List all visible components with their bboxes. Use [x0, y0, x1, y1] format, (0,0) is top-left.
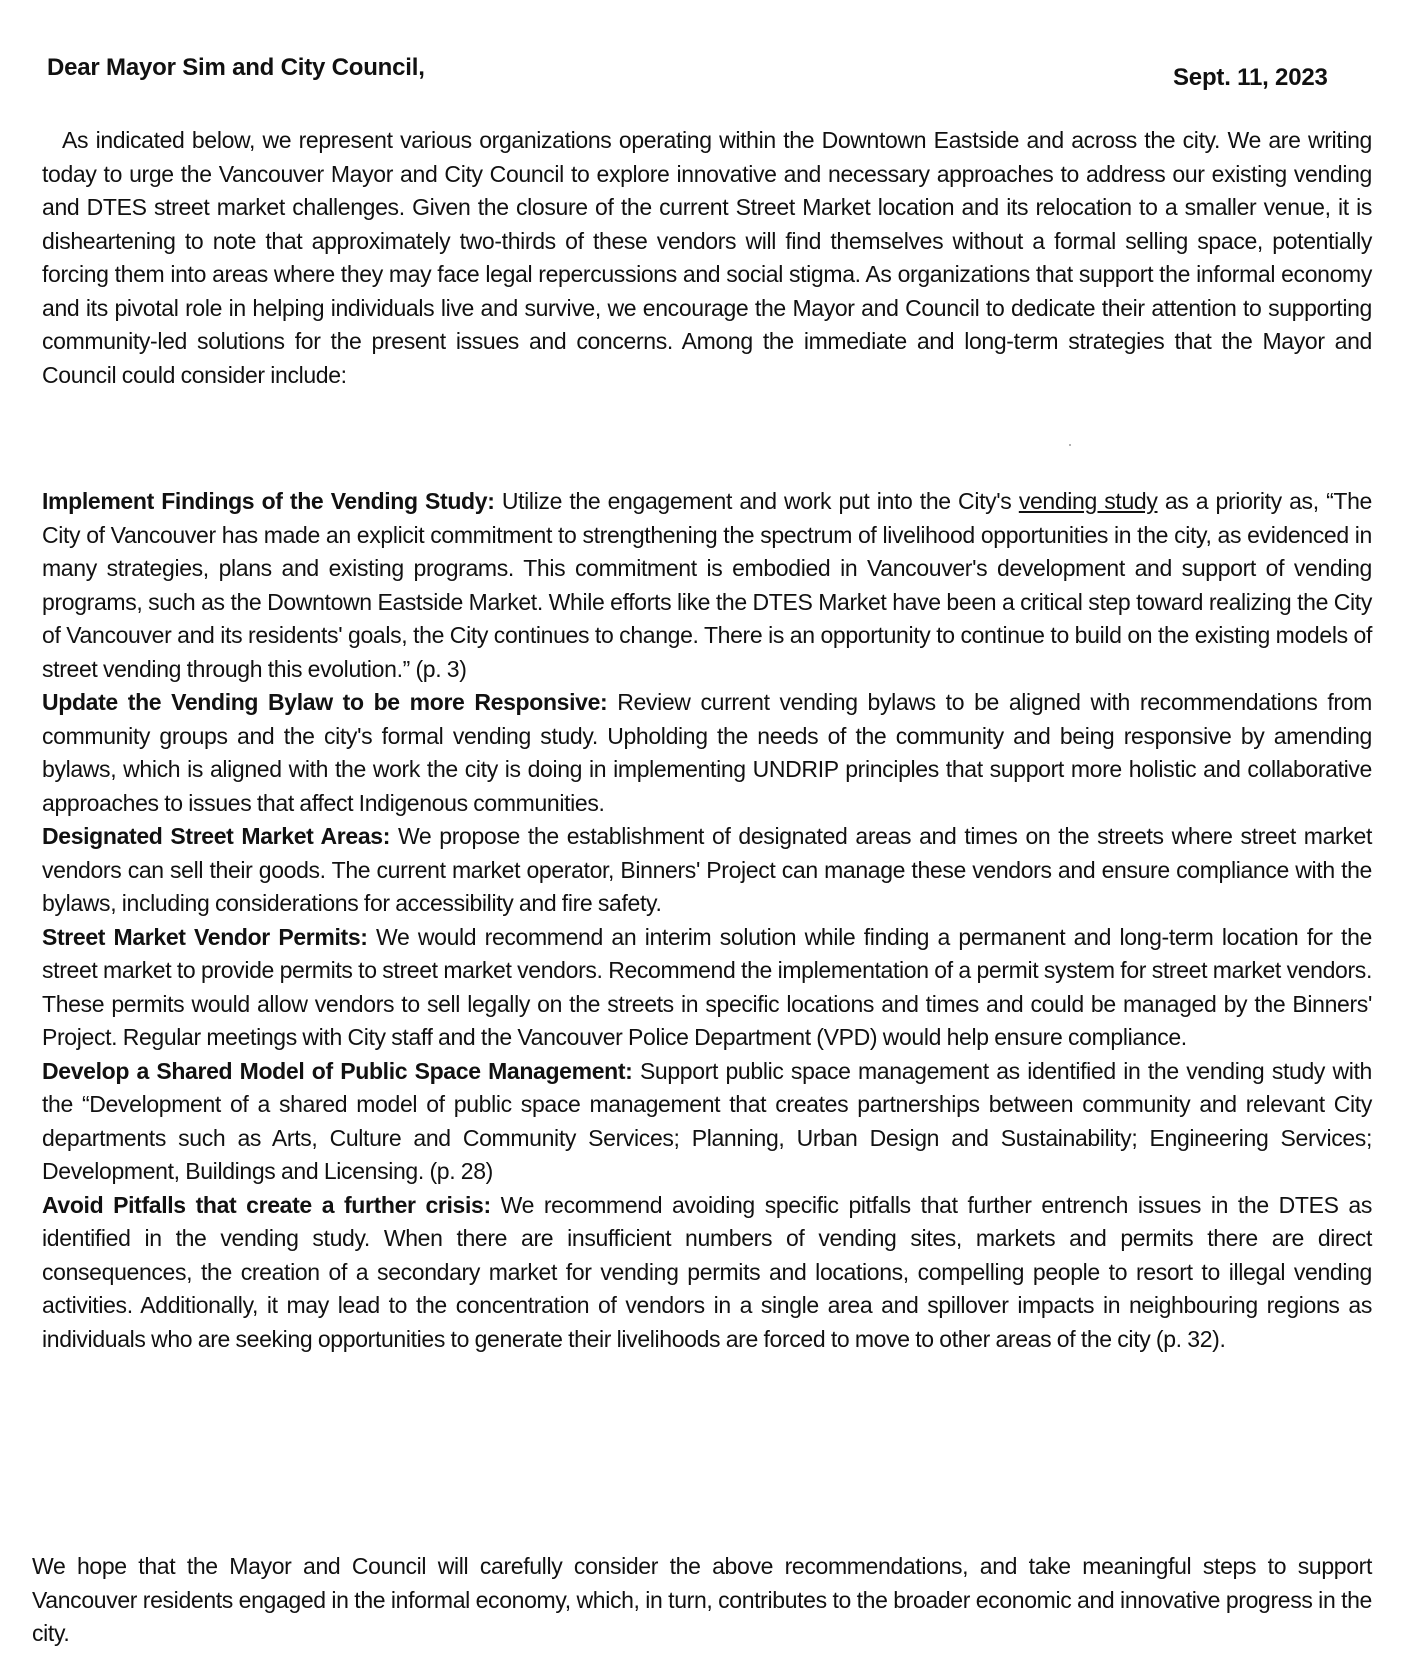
closing-paragraph: We hope that the Mayor and Council will carefully consider the above recommendations, and take meaningful steps to support Vancouver residents engaged in the informal economy, which, in turn, contributes to the broader economic and innovative progress in the city. [32, 1553, 1372, 1646]
recommendation-text: Review current vending bylaws to be aligned with recommendations from community groups and the city's formal vending study. Upholding the needs of the community and being responsive by amending bylaws, which is aligned with the work the city is doing in implementing UNDRIP principles that support more holistic and collaborative approaches to issues that affect Indigenous communities. [42, 689, 1372, 816]
recommendations-list [42, 485, 1372, 1356]
recommendation-item [42, 1189, 1372, 1357]
recommendation-text: We would recommend an interim solution while finding a permanent and long-term location for the street market to provide permits to street market vendors. Recommend the implementation of a permit system for street market vendors. These permits would allow vendors to sell legally on the streets in specific locations and times and could be managed by the Binners' Project. Regular meetings with City staff and the Vancouver Police Department (VPD) would help ensure compliance. [42, 923, 1372, 1050]
recommendation-title: Implement Findings of the Vending Study: [42, 488, 495, 514]
recommendation-text-pre: Utilize the engagement and work put into the City's [501, 488, 1012, 514]
recommendation-item [42, 921, 1372, 1055]
recommendation-item [42, 1055, 1372, 1189]
recommendation-item [42, 820, 1372, 921]
recommendation-item [42, 686, 1372, 820]
recommendation-text: We recommend avoiding specific pitfalls that further entrench issues in the DTES as identified in the vending study. When there are insufficient numbers of vending sites, markets and permits there are direct consequences, the creation of a secondary market for vending permits and locations, compelling people to resort to illegal vending activities. Additionally, it may lead to the concentration of vendors in a single area and spillover impacts in neighbouring regions as individuals who are seeking opportunities to generate their livelihoods are forced to move to other areas of the city (p. 32). [42, 1191, 1372, 1352]
recommendation-item [42, 485, 1372, 686]
recommendation-text: Support public space management as identified in the vending study with the “Development of a shared model of public space management that creates partnerships between community and relevant City departments such as Arts, Culture and Community Services; Planning, Urban Design and Sustainability; Engineering Services; Development, Buildings and Licensing. (p. 28) [42, 1057, 1372, 1184]
recommendation-title: Designated Street Market Areas: [42, 823, 391, 849]
letter-date: Sept. 11, 2023 [1173, 64, 1328, 91]
scan-speck [1069, 444, 1071, 446]
intro-paragraph: As indicated below, we represent various organizations operating within the Downtown Eastside and across the city. We are writing today to urge the Vancouver Mayor and City Council to explore innovative and necessary approaches to address our existing vending and DTES street market challenges. Given the closure of the current Street Market location and its relocation to a smaller venue, it is disheartening to note that approximately two-thirds of these vendors will find themselves without a formal selling space, potentially forcing them into areas where they may face legal repercussions and social stigma. As organizations that support the informal economy and its pivotal role in helping individuals live and survive, we encourage the Mayor and Council to dedicate their attention to supporting community-led solutions for the present issues and concerns. Among the immediate and long-term strategies that the Mayor and Council could consider include: [42, 127, 1372, 388]
salutation: Dear Mayor Sim and City Council, [47, 54, 425, 81]
recommendation-title: Street Market Vendor Permits: [42, 923, 368, 950]
recommendation-title: Avoid Pitfalls that create a further crisis: [42, 1191, 491, 1218]
vending-study-link[interactable]: vending study [1018, 488, 1158, 514]
recommendation-title: Develop a Shared Model of Public Space Management: [42, 1057, 633, 1084]
recommendation-text: as a priority as, “The City of Vancouver has made an explicit commitment to strengthening the spectrum of livelihood opportunities in the city, as evidenced in many strategies, plans and existing programs. This commitment is embodied in Vancouver's development and support of vending programs, such as the Downtown Eastside Market. While efforts like the DTES Market have been a critical step toward realizing the City of Vancouver and its residents' goals, the City continues to change. There is an opportunity to continue to build on the existing models of street vending through this evolution.” (p. 3) [42, 488, 1372, 682]
recommendation-text: We propose the establishment of designated areas and times on the streets where street market vendors can sell their goods. The current market operator, Binners' Project can manage these vendors and ensure compliance with the bylaws, including considerations for accessibility and fire safety. [42, 823, 1372, 916]
recommendation-title: Update the Vending Bylaw to be more Responsive: [42, 689, 608, 715]
